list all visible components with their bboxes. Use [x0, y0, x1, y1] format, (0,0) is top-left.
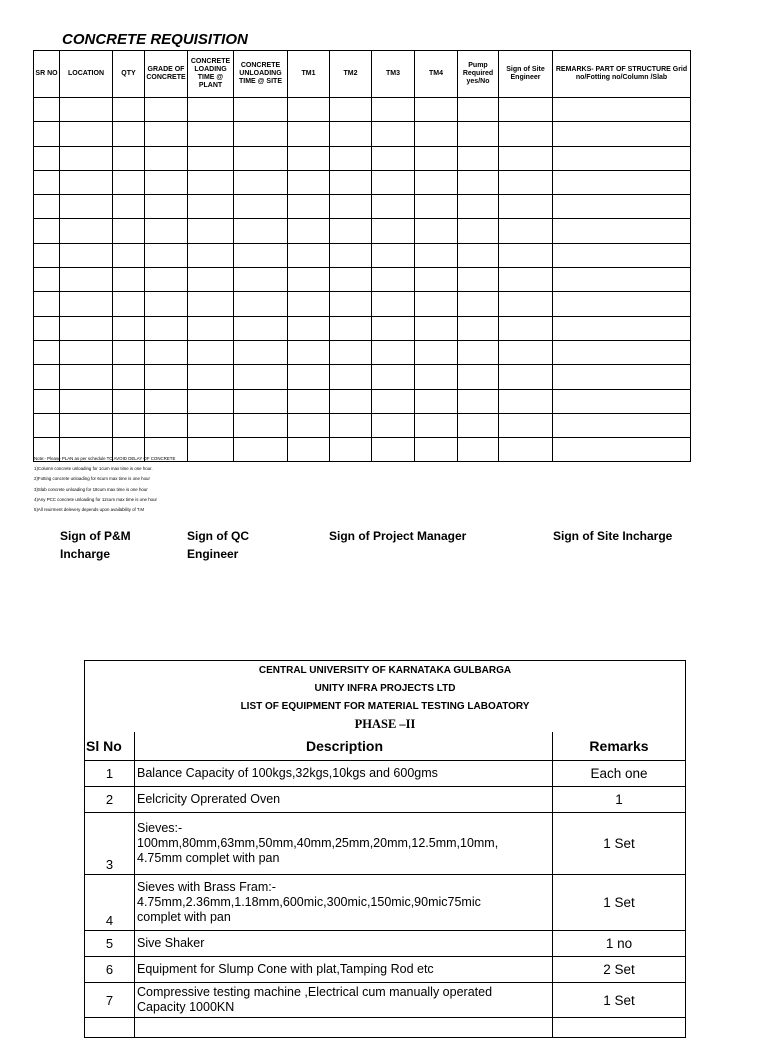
requisition-cell	[145, 243, 188, 267]
requisition-cell	[34, 122, 60, 146]
requisition-row	[34, 316, 691, 340]
requisition-cell	[415, 292, 458, 316]
requisition-cell	[288, 365, 330, 389]
requisition-cell	[60, 340, 113, 364]
requisition-cell	[34, 243, 60, 267]
requisition-cell	[234, 243, 288, 267]
requisition-row	[34, 195, 691, 219]
requisition-cell	[113, 340, 145, 364]
description-line: Sive Shaker	[137, 936, 205, 950]
requisition-cell	[288, 146, 330, 170]
requisition-cell	[415, 243, 458, 267]
remarks-cell: 1 Set	[553, 813, 686, 875]
requisition-cell	[553, 292, 691, 316]
description-cell	[135, 931, 553, 957]
remarks-cell: 1 Set	[553, 983, 686, 1018]
requisition-cell	[188, 413, 234, 437]
requisition-cell	[188, 98, 234, 122]
equipment-column-headers	[85, 732, 686, 761]
requisition-cell	[458, 170, 499, 194]
requisition-cell	[415, 170, 458, 194]
description-line: Balance Capacity of 100kgs,32kgs,10kgs and 600gms	[137, 766, 438, 780]
requisition-cell	[499, 268, 553, 292]
requisition-cell	[330, 268, 372, 292]
requisition-cell	[553, 438, 691, 462]
requisition-cell	[553, 365, 691, 389]
requisition-cell	[113, 316, 145, 340]
description-cell	[135, 813, 553, 875]
requisition-cell	[288, 316, 330, 340]
requisition-cell	[499, 195, 553, 219]
requisition-cell	[234, 195, 288, 219]
requisition-cell	[145, 98, 188, 122]
equipment-row	[85, 787, 686, 813]
note-line: 2)Fotting concrete unloading for 6cum max time is one hour	[34, 476, 150, 482]
equipment-row	[85, 761, 686, 787]
requisition-cell	[145, 170, 188, 194]
university-name: CENTRAL UNIVERSITY OF KARNATAKA GULBARGA	[258, 665, 512, 676]
requisition-table	[33, 50, 691, 462]
equipment-row	[85, 1018, 686, 1038]
requisition-cell	[288, 243, 330, 267]
description-cell	[135, 787, 553, 813]
requisition-cell	[34, 389, 60, 413]
requisition-row	[34, 413, 691, 437]
requisition-cell	[288, 413, 330, 437]
requisition-cell	[60, 170, 113, 194]
col-remarks: Remarks	[553, 732, 686, 761]
requisition-cell	[145, 365, 188, 389]
requisition-cell	[145, 219, 188, 243]
sl-no-cell: 5	[85, 931, 135, 957]
requisition-cell	[288, 292, 330, 316]
requisition-cell	[113, 219, 145, 243]
requisition-cell	[553, 243, 691, 267]
requisition-cell	[372, 268, 415, 292]
requisition-cell	[330, 243, 372, 267]
requisition-cell	[145, 195, 188, 219]
equipment-row	[85, 957, 686, 983]
note-line: 3)Slab concrete unloading for 18cum max time is one hour	[34, 486, 148, 492]
equipment-row	[85, 931, 686, 957]
requisition-cell	[372, 219, 415, 243]
requisition-row	[34, 292, 691, 316]
sl-no-cell: 1	[85, 761, 135, 787]
equipment-header	[85, 661, 686, 733]
sign-pm-incharge: Sign of P&M Incharge	[60, 529, 131, 561]
requisition-cell	[188, 170, 234, 194]
equipment-row	[85, 983, 686, 1018]
col-description: Description	[135, 732, 553, 761]
requisition-title: CONCRETE REQUISITION	[62, 31, 248, 48]
col-location: LOCATION	[60, 51, 113, 98]
requisition-cell	[415, 268, 458, 292]
description-line: Sieves:-	[137, 821, 183, 835]
sl-no-cell: 2	[85, 787, 135, 813]
requisition-cell	[113, 170, 145, 194]
requisition-row	[34, 146, 691, 170]
requisition-cell	[499, 316, 553, 340]
requisition-cell	[188, 292, 234, 316]
requisition-cell	[288, 340, 330, 364]
requisition-cell	[330, 219, 372, 243]
requisition-cell	[34, 365, 60, 389]
col-tm3: TM3	[372, 51, 415, 98]
requisition-cell	[415, 146, 458, 170]
requisition-cell	[499, 243, 553, 267]
requisition-cell	[60, 389, 113, 413]
requisition-cell	[234, 170, 288, 194]
sign-project-manager: Sign of Project Manager	[329, 529, 467, 543]
requisition-cell	[188, 389, 234, 413]
requisition-cell	[234, 268, 288, 292]
requisition-cell	[330, 195, 372, 219]
requisition-cell	[415, 413, 458, 437]
sign-qc-engineer: Sign of QC Engineer	[187, 529, 249, 561]
note-line: 4)Any PCC concrete unloading for 12cum max time is one hour	[34, 496, 157, 502]
requisition-cell	[553, 98, 691, 122]
requisition-cell	[60, 292, 113, 316]
note-line: 5)All reuirment delevery depends upon availability of T.M	[34, 507, 144, 513]
requisition-cell	[553, 413, 691, 437]
requisition-cell	[234, 365, 288, 389]
description-line: complet with pan	[137, 910, 231, 924]
requisition-cell	[499, 413, 553, 437]
requisition-cell	[188, 365, 234, 389]
requisition-cell	[330, 122, 372, 146]
requisition-cell	[234, 389, 288, 413]
requisition-notes	[34, 454, 175, 515]
remarks-cell: 2 Set	[553, 957, 686, 983]
requisition-cell	[145, 316, 188, 340]
requisition-cell	[499, 340, 553, 364]
requisition-row	[34, 98, 691, 122]
requisition-cell	[458, 292, 499, 316]
requisition-cell	[372, 122, 415, 146]
requisition-cell	[458, 316, 499, 340]
col-sr-no: SR NO	[34, 51, 60, 98]
requisition-cell	[113, 389, 145, 413]
requisition-cell	[458, 413, 499, 437]
requisition-cell	[499, 122, 553, 146]
requisition-cell	[188, 195, 234, 219]
remarks-cell: Each one	[553, 761, 686, 787]
requisition-cell	[188, 219, 234, 243]
requisition-cell	[34, 146, 60, 170]
requisition-cell	[553, 340, 691, 364]
requisition-cell	[34, 292, 60, 316]
requisition-cell	[415, 98, 458, 122]
requisition-cell	[553, 316, 691, 340]
requisition-cell	[372, 340, 415, 364]
requisition-cell	[372, 316, 415, 340]
sl-no-cell: 4	[85, 875, 135, 931]
description-line: 4.75mm,2.36mm,1.18mm,600mic,300mic,150mic,90mic75mic	[137, 895, 481, 909]
requisition-cell	[288, 438, 330, 462]
requisition-cell	[458, 389, 499, 413]
requisition-cell	[234, 340, 288, 364]
requisition-cell	[415, 389, 458, 413]
requisition-cell	[458, 243, 499, 267]
phase-label: PHASE –II	[354, 717, 416, 731]
requisition-cell	[113, 413, 145, 437]
requisition-cell	[372, 195, 415, 219]
requisition-header-row	[34, 51, 691, 98]
requisition-cell	[145, 268, 188, 292]
description-cell	[135, 957, 553, 983]
requisition-cell	[234, 316, 288, 340]
requisition-cell	[458, 219, 499, 243]
requisition-cell	[330, 389, 372, 413]
requisition-cell	[372, 292, 415, 316]
requisition-cell	[188, 316, 234, 340]
requisition-cell	[188, 340, 234, 364]
requisition-cell	[415, 219, 458, 243]
description-cell	[135, 761, 553, 787]
remarks-cell: 1 Set	[553, 875, 686, 931]
sign-site-incharge: Sign of Site Incharge	[553, 529, 673, 543]
requisition-cell	[499, 170, 553, 194]
col-unloading-time: CONCRETE UNLOADING TIME @ SITE	[234, 51, 288, 98]
requisition-row	[34, 219, 691, 243]
requisition-cell	[372, 365, 415, 389]
requisition-cell	[553, 219, 691, 243]
requisition-cell	[288, 389, 330, 413]
col-tm1: TM1	[288, 51, 330, 98]
requisition-cell	[553, 195, 691, 219]
requisition-cell	[113, 195, 145, 219]
description-line: 4.75mm complet with pan	[137, 851, 280, 865]
requisition-cell	[372, 389, 415, 413]
requisition-cell	[234, 219, 288, 243]
list-title: LIST OF EQUIPMENT FOR MATERIAL TESTING LABOATORY	[240, 701, 530, 712]
description-line: Compressive testing machine ,Electrical cum manually operated	[137, 985, 493, 999]
requisition-cell	[499, 146, 553, 170]
requisition-cell	[145, 389, 188, 413]
requisition-cell	[113, 146, 145, 170]
description-line: 100mm,80mm,63mm,50mm,40mm,25mm,20mm,12.5mm,10mm,	[137, 836, 499, 850]
requisition-cell	[330, 413, 372, 437]
remarks-cell: 1	[553, 787, 686, 813]
requisition-cell	[113, 268, 145, 292]
requisition-cell	[234, 146, 288, 170]
requisition-cell	[499, 389, 553, 413]
requisition-cell	[34, 413, 60, 437]
requisition-row	[34, 340, 691, 364]
requisition-cell	[288, 219, 330, 243]
requisition-cell	[234, 438, 288, 462]
requisition-cell	[372, 170, 415, 194]
requisition-cell	[415, 122, 458, 146]
requisition-cell	[415, 316, 458, 340]
equipment-cell	[135, 1018, 553, 1038]
requisition-cell	[499, 292, 553, 316]
col-qty: QTY	[113, 51, 145, 98]
requisition-cell	[60, 219, 113, 243]
requisition-cell	[415, 340, 458, 364]
requisition-row	[34, 365, 691, 389]
col-tm2: TM2	[330, 51, 372, 98]
company-name: UNITY INFRA PROJECTS LTD	[314, 683, 456, 694]
requisition-cell	[372, 98, 415, 122]
requisition-cell	[60, 146, 113, 170]
requisition-cell	[415, 438, 458, 462]
requisition-cell	[288, 268, 330, 292]
requisition-cell	[458, 146, 499, 170]
requisition-row	[34, 122, 691, 146]
requisition-cell	[60, 122, 113, 146]
requisition-cell	[458, 365, 499, 389]
requisition-cell	[288, 98, 330, 122]
requisition-cell	[553, 268, 691, 292]
requisition-cell	[553, 122, 691, 146]
requisition-cell	[330, 316, 372, 340]
requisition-row	[34, 268, 691, 292]
col-grade: GRADE OF CONCRETE	[145, 51, 188, 98]
requisition-cell	[34, 340, 60, 364]
description-line: Capacity 1000KN	[137, 1000, 235, 1014]
requisition-cell	[458, 98, 499, 122]
equipment-table	[84, 660, 686, 1038]
requisition-row	[34, 170, 691, 194]
note-line: 1)Column concrete unloading for 1cum max time is one hour.	[34, 466, 153, 472]
requisition-cell	[553, 170, 691, 194]
requisition-cell	[60, 268, 113, 292]
requisition-cell	[458, 340, 499, 364]
requisition-cell	[234, 413, 288, 437]
requisition-cell	[372, 413, 415, 437]
requisition-cell	[288, 170, 330, 194]
requisition-cell	[188, 243, 234, 267]
equipment-cell	[553, 1018, 686, 1038]
requisition-cell	[553, 146, 691, 170]
requisition-cell	[330, 340, 372, 364]
requisition-row	[34, 389, 691, 413]
col-tm4: TM4	[415, 51, 458, 98]
requisition-cell	[60, 243, 113, 267]
requisition-cell	[188, 146, 234, 170]
col-remarks: REMARKS- PART OF STRUCTURE Grid no/Fotting no/Column /Slab	[553, 51, 691, 98]
requisition-cell	[330, 292, 372, 316]
requisition-cell	[60, 413, 113, 437]
requisition-cell	[330, 146, 372, 170]
description-cell	[135, 983, 553, 1018]
requisition-cell	[113, 243, 145, 267]
col-sl-no: Sl No	[85, 732, 135, 761]
requisition-cell	[288, 195, 330, 219]
requisition-cell	[415, 195, 458, 219]
requisition-cell	[34, 170, 60, 194]
requisition-cell	[34, 268, 60, 292]
requisition-cell	[458, 268, 499, 292]
description-cell	[135, 875, 553, 931]
sl-no-cell: 7	[85, 983, 135, 1018]
requisition-cell	[60, 316, 113, 340]
requisition-cell	[188, 268, 234, 292]
requisition-cell	[288, 122, 330, 146]
requisition-cell	[145, 292, 188, 316]
sl-no-cell: 3	[85, 813, 135, 875]
requisition-cell	[60, 365, 113, 389]
requisition-cell	[553, 389, 691, 413]
requisition-cell	[458, 438, 499, 462]
requisition-cell	[415, 365, 458, 389]
requisition-cell	[60, 98, 113, 122]
requisition-cell	[499, 219, 553, 243]
requisition-cell	[234, 98, 288, 122]
requisition-cell	[499, 438, 553, 462]
equipment-cell	[85, 1018, 135, 1038]
description-line: Equipment for Slump Cone with plat,Tamping Rod etc	[137, 962, 434, 976]
requisition-cell	[145, 146, 188, 170]
requisition-cell	[34, 195, 60, 219]
requisition-cell	[113, 292, 145, 316]
requisition-cell	[499, 98, 553, 122]
col-loading-time: CONCRETE LOADING TIME @ PLANT	[188, 51, 234, 98]
requisition-row	[34, 243, 691, 267]
description-line: Sieves with Brass Fram:-	[137, 880, 276, 894]
requisition-cell	[372, 146, 415, 170]
requisition-cell	[34, 98, 60, 122]
requisition-cell	[145, 340, 188, 364]
requisition-cell	[234, 292, 288, 316]
col-sign-site-engineer: Sign of Site Engineer	[499, 51, 553, 98]
requisition-cell	[330, 438, 372, 462]
equipment-row	[85, 813, 686, 875]
requisition-cell	[113, 98, 145, 122]
requisition-cell	[145, 413, 188, 437]
requisition-cell	[330, 170, 372, 194]
description-line: Eelcricity Oprerated Oven	[137, 792, 281, 806]
col-pump-required: Pump Required yes/No	[458, 51, 499, 98]
requisition-cell	[458, 195, 499, 219]
requisition-cell	[372, 438, 415, 462]
requisition-cell	[188, 122, 234, 146]
requisition-cell	[330, 98, 372, 122]
requisition-cell	[188, 438, 234, 462]
requisition-cell	[330, 365, 372, 389]
requisition-cell	[113, 365, 145, 389]
note-line: Note:- Please PLAN as per schedule TO AVOID DELAY OF CONCRETE	[34, 456, 176, 461]
requisition-cell	[113, 122, 145, 146]
requisition-cell	[60, 195, 113, 219]
remarks-cell: 1 no	[553, 931, 686, 957]
sl-no-cell: 6	[85, 957, 135, 983]
requisition-cell	[34, 219, 60, 243]
requisition-cell	[372, 243, 415, 267]
requisition-cell	[234, 122, 288, 146]
requisition-cell	[458, 122, 499, 146]
equipment-row	[85, 875, 686, 931]
requisition-cell	[499, 365, 553, 389]
requisition-cell	[145, 122, 188, 146]
requisition-cell	[34, 316, 60, 340]
